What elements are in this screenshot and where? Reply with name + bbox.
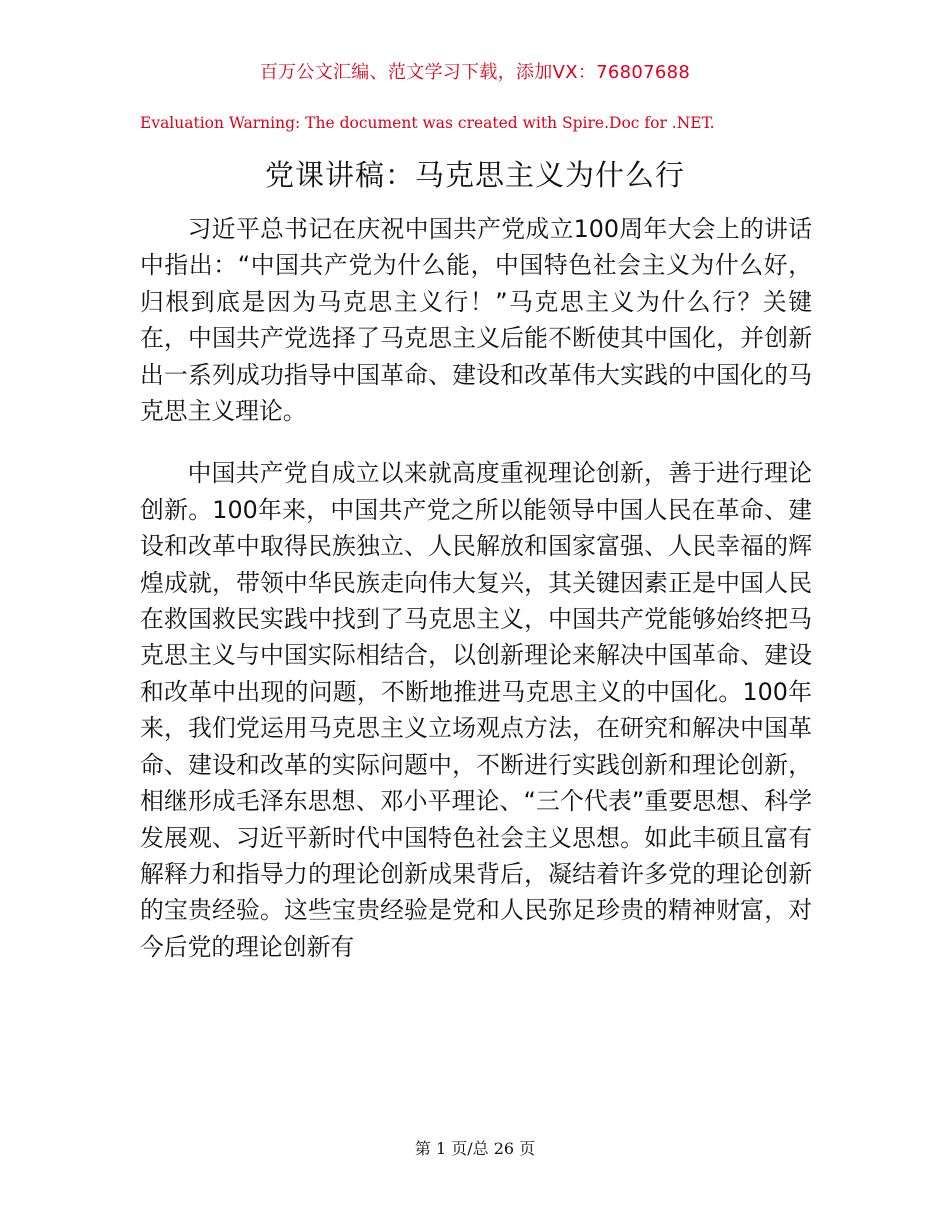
- paragraph-1: 习近平总书记在庆祝中国共产党成立100周年大会上的讲话中指出：“中国共产党为什么能，中国特色社会主义为什么好，归根到底是因为马克思主义行！”马克思主义为什么行？关键在，中国共产党选择了马克思主义后能不断使其中国化，并创新出一系列成功指导中国革命、建设和改革伟大实践的中国化的马克思主义理论。: [140, 215, 812, 426]
- document-body: [140, 211, 812, 965]
- document-title: 党课讲稿：马克思主义为什么行: [264, 158, 685, 192]
- header-banner: 百万公文汇编、范文学习下载，添加VX：76807688: [259, 62, 691, 83]
- page-footer: 第 1 页/总 26 页: [414, 1139, 536, 1158]
- evaluation-warning: Evaluation Warning: The document was created with Spire.Doc for .NET.: [140, 114, 715, 132]
- paragraph-2: 中国共产党自成立以来就高度重视理论创新，善于进行理论创新。100年来，中国共产党之所以能领导中国人民在革命、建设和改革中取得民族独立、人民解放和国家富强、人民幸福的辉煌成就，带领中华民族走向伟大复兴，其关键因素正是中国人民在救国救民实践中找到了马克思主义，中国共产党能够始终把马克思主义与中国实际相结合，以创新理论来解决中国革命、建设和改革中出现的问题，不断地推进马克思主义的中国化。100年来，我们党运用马克思主义立场观点方法，在研究和解决中国革命、建设和改革的实际问题中，不断进行实践创新和理论创新，相继形成毛泽东思想、邓小平理论、“三个代表”重要思想、科学发展观、习近平新时代中国特色社会主义思想。如此丰硕且富有解释力和指导力的理论创新成果背后，凝结着许多党的理论创新的宝贵经验。这些宝贵经验是党和人民弥足珍贵的精神财富，对今后党的理论创新有: [140, 459, 812, 961]
